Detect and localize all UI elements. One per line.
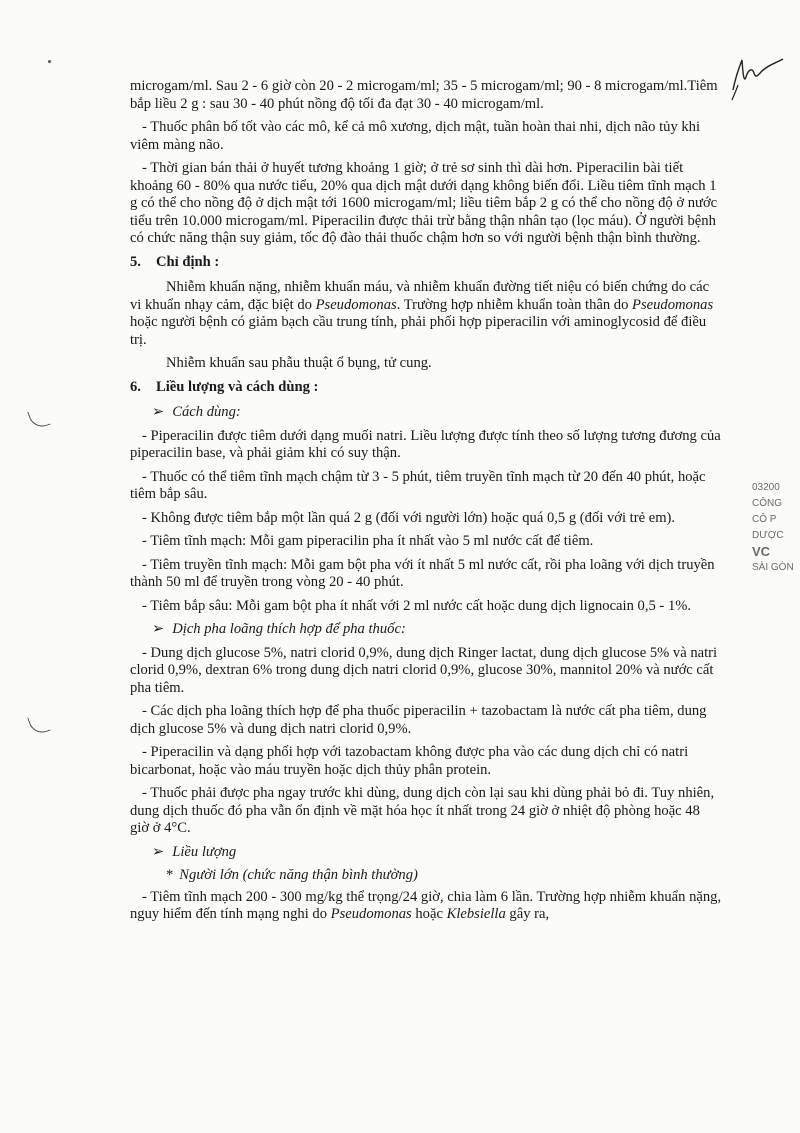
section-number: 6. — [130, 378, 141, 395]
document-body — [130, 78, 722, 930]
paragraph: - Dung dịch glucose 5%, natri clorid 0,9%, dung dịch Ringer lactat, dung dịch glucose 5% và natri clorid 0,9%, dextran 6% trong dung dịch natri clorid 0,9%, glucose 30%, mannitol 20% và nước cất pha tiêm. — [130, 644, 718, 696]
paragraph: - Tiêm truyền tĩnh mạch: Mỗi gam bột pha với ít nhất 5 ml nước cất, rồi pha loãng với dịch truyền thành 50 ml để truyền trong vòng 20 - 40 phút. — [130, 556, 715, 590]
arrow-bullet-icon: ➢ — [152, 404, 165, 420]
paragraph: Nhiễm khuẩn nặng, nhiễm khuẩn máu, và nhiễm khuẩn đường tiết niệu có biến chứng do các vi khuẩn nhạy cảm, đặc biệt do Pseudomonas. Trường hợp nhiễm khuẩn toàn thân do Pseudomonas hoặc người bệnh có giảm bạch cầu trung tính, phải phối hợp piperacilin với aminoglycosid để điều trị. — [130, 279, 714, 348]
subheading: ➢ Liều lượng — [152, 843, 237, 860]
scan-dot — [48, 60, 51, 63]
company-stamp-fragment — [752, 480, 800, 610]
section-number: 5. — [130, 253, 141, 270]
paragraph: - Thuốc phải được pha ngay trước khi dùng, dung dịch còn lại sau khi dùng phải bỏ đi. Tuy nhiên, dung dịch thuốc đó pha vẫn ổn định về mặt hóa học ít nhất trong 24 giờ ở nhiệt độ phòng hoặc 48 giờ ở 4°C. — [130, 785, 715, 836]
binder-hole-mark — [27, 406, 51, 431]
stamp-line: DƯỢC — [752, 530, 784, 541]
stamp-line: SÀI GÒN — [752, 562, 794, 573]
arrow-bullet-icon: ➢ — [152, 843, 165, 860]
paragraph: - Không được tiêm bắp một lần quá 2 g (đối với người lớn) hoặc quá 0,5 g (đối với trẻ em). — [142, 509, 676, 526]
section-title: Chỉ định : — [156, 253, 220, 270]
paragraph: - Piperacilin và dạng phối hợp với tazobactam không được pha vào các dung dịch chỉ có natri bicarbonat, hoặc vào máu truyền hoặc dịch thủy phân protein. — [130, 744, 689, 778]
section-title: Liều lượng và cách dùng : — [156, 378, 319, 395]
stamp-line: 03200 — [752, 482, 780, 493]
stamp-line: CÔNG — [752, 498, 782, 509]
section-heading — [130, 379, 722, 397]
paragraph: - Các dịch pha loãng thích hợp để pha thuốc piperacilin + tazobactam là nước cất pha tiêm, dung dịch glucose 5% và dung dịch natri clorid 0,9%. — [130, 703, 707, 737]
stamp-line: VC — [752, 544, 771, 559]
stamp-line: CÔ P — [752, 514, 777, 525]
section-heading — [130, 254, 722, 272]
paragraph: - Piperacilin được tiêm dưới dạng muối natri. Liều lượng được tính theo số lượng tương đương của piperacilin base, và phải giảm khi có suy thận. — [130, 427, 721, 461]
binder-hole-mark — [27, 712, 51, 737]
arrow-bullet-icon: ➢ — [152, 621, 165, 637]
subheading: ➢ Cách dùng: — [152, 404, 241, 420]
paragraph: microgam/ml. Sau 2 - 6 giờ còn 20 - 2 microgam/ml; 35 - 5 microgam/ml; 90 - 8 microgam/ml.Tiêm bắp liều 2 g : sau 30 - 40 phút nồng độ tối đa đạt 30 - 40 microgam/ml. — [130, 78, 718, 112]
paragraph: - Thuốc phân bố tốt vào các mô, kể cả mô xương, dịch mật, tuần hoàn thai nhi, dịch não tủy khi viêm màng não. — [130, 119, 701, 153]
signature-mark — [728, 45, 788, 105]
paragraph: - Tiêm tĩnh mạch 200 - 300 mg/kg thể trọng/24 giờ, chia làm 6 lần. Trường hợp nhiễm khuẩn nặng, nguy hiểm đến tính mạng nghi do Pseudomonas hoặc Klebsiella gây ra, — [130, 888, 722, 922]
sub-subheading: * Người lớn (chức năng thận bình thường) — [166, 867, 418, 883]
paragraph: - Tiêm tĩnh mạch: Mỗi gam piperacilin pha ít nhất vào 5 ml nước cất để tiêm. — [142, 533, 594, 549]
subheading: ➢ Dịch pha loãng thích hợp để pha thuốc: — [152, 621, 406, 637]
paragraph: - Thời gian bán thải ở huyết tương khoảng 1 giờ; ở trẻ sơ sinh thì dài hơn. Piperacilin bài tiết khoảng 60 - 80% qua nước tiểu, 20% qua dịch mật dưới dạng không biến đổi. Liều tiêm tĩnh mạch 1 g có thể cho nồng độ ở dịch mật tới 1600 microgam/ml; liều tiêm bắp 2 g có thể cho nồng độ ở nước tiểu trên 10.000 microgam/ml. Piperacilin được thải trừ bằng thận nhân tạo (lọc máu). Ở người bệnh có chức năng thận suy giảm, tốc độ đào thải thuốc chậm hơn so với người bệnh thận bình thường. — [130, 160, 718, 246]
paragraph: - Thuốc có thể tiêm tĩnh mạch chậm từ 3 - 5 phút, tiêm truyền tĩnh mạch từ 20 đến 40 phút, hoặc tiêm bắp sâu. — [130, 468, 706, 502]
paragraph: - Tiêm bắp sâu: Mỗi gam bột pha ít nhất với 2 ml nước cất hoặc dung dịch lignocain 0,5 - 1%. — [142, 597, 692, 614]
paragraph: Nhiễm khuẩn sau phẫu thuật ổ bụng, tử cung. — [166, 355, 432, 371]
star-bullet-icon: * — [166, 867, 174, 883]
